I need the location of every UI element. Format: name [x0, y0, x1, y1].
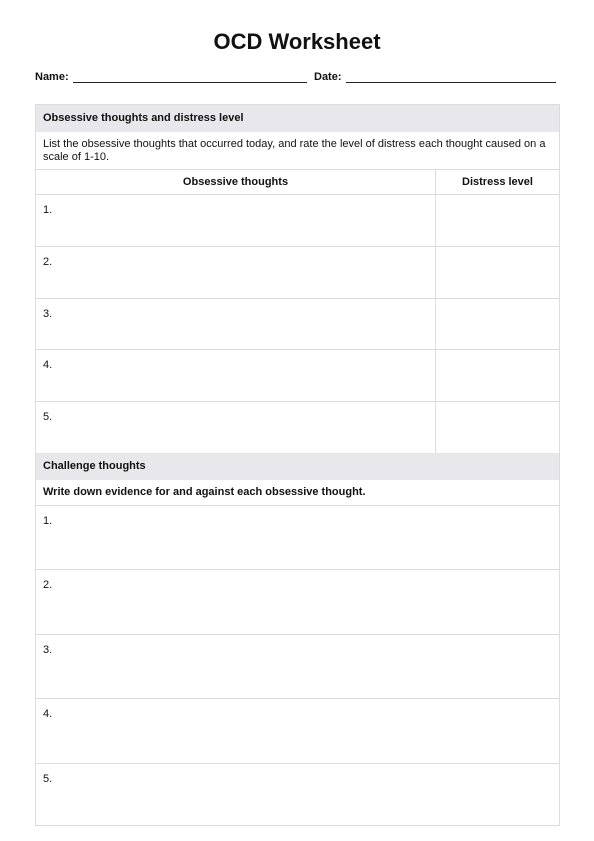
thought-cell-5[interactable]: [36, 402, 436, 453]
column-header-distress-level: Distress level: [462, 176, 533, 188]
thought-cell-4[interactable]: [36, 350, 436, 401]
challenge-row-4[interactable]: [36, 699, 559, 764]
thought-row-5: [36, 402, 559, 453]
challenge-row-2[interactable]: [36, 570, 559, 635]
row-number: 5.: [43, 773, 53, 785]
row-number: 3.: [43, 308, 53, 320]
section1-column-header-row: [36, 170, 559, 195]
row-number: 1.: [43, 515, 53, 527]
row-number: 2.: [43, 579, 53, 591]
distress-cell-5[interactable]: [436, 402, 559, 453]
section2-heading: Challenge thoughts: [36, 453, 559, 480]
thought-row-1: [36, 195, 559, 247]
date-label: Date:: [314, 71, 342, 83]
challenge-row-3[interactable]: [36, 635, 559, 699]
section1-heading: Obsessive thoughts and distress level: [36, 105, 559, 132]
challenge-row-1[interactable]: [36, 506, 559, 570]
thought-row-2: [36, 247, 559, 299]
thought-cell-2[interactable]: [36, 247, 436, 298]
thought-row-4: [36, 350, 559, 402]
thought-cell-3[interactable]: [36, 299, 436, 349]
row-number: 2.: [43, 256, 53, 268]
name-label: Name:: [35, 71, 69, 83]
name-field[interactable]: [73, 82, 307, 83]
challenge-row-5[interactable]: [36, 764, 559, 825]
distress-cell-2[interactable]: [436, 247, 559, 298]
distress-cell-3[interactable]: [436, 299, 559, 349]
date-field[interactable]: [346, 82, 556, 83]
thought-cell-1[interactable]: [36, 195, 436, 246]
page-title: OCD Worksheet: [213, 29, 381, 54]
section2-instruction: Write down evidence for and against each obsessive thought.: [36, 480, 559, 506]
distress-cell-4[interactable]: [436, 350, 559, 401]
column-header-obsessive-thoughts: Obsessive thoughts: [36, 170, 436, 194]
row-number: 1.: [43, 204, 53, 216]
row-number: 5.: [43, 411, 53, 423]
row-number: 4.: [43, 708, 53, 720]
worksheet-table: [35, 104, 560, 826]
row-number: 3.: [43, 644, 53, 656]
thought-row-3: [36, 299, 559, 350]
section1-instruction: List the obsessive thoughts that occurred today, and rate the level of distress each thought caused on a scale of 1-10.: [36, 132, 559, 170]
row-number: 4.: [43, 359, 53, 371]
distress-cell-1[interactable]: [436, 195, 559, 246]
name-date-row: [35, 70, 560, 84]
